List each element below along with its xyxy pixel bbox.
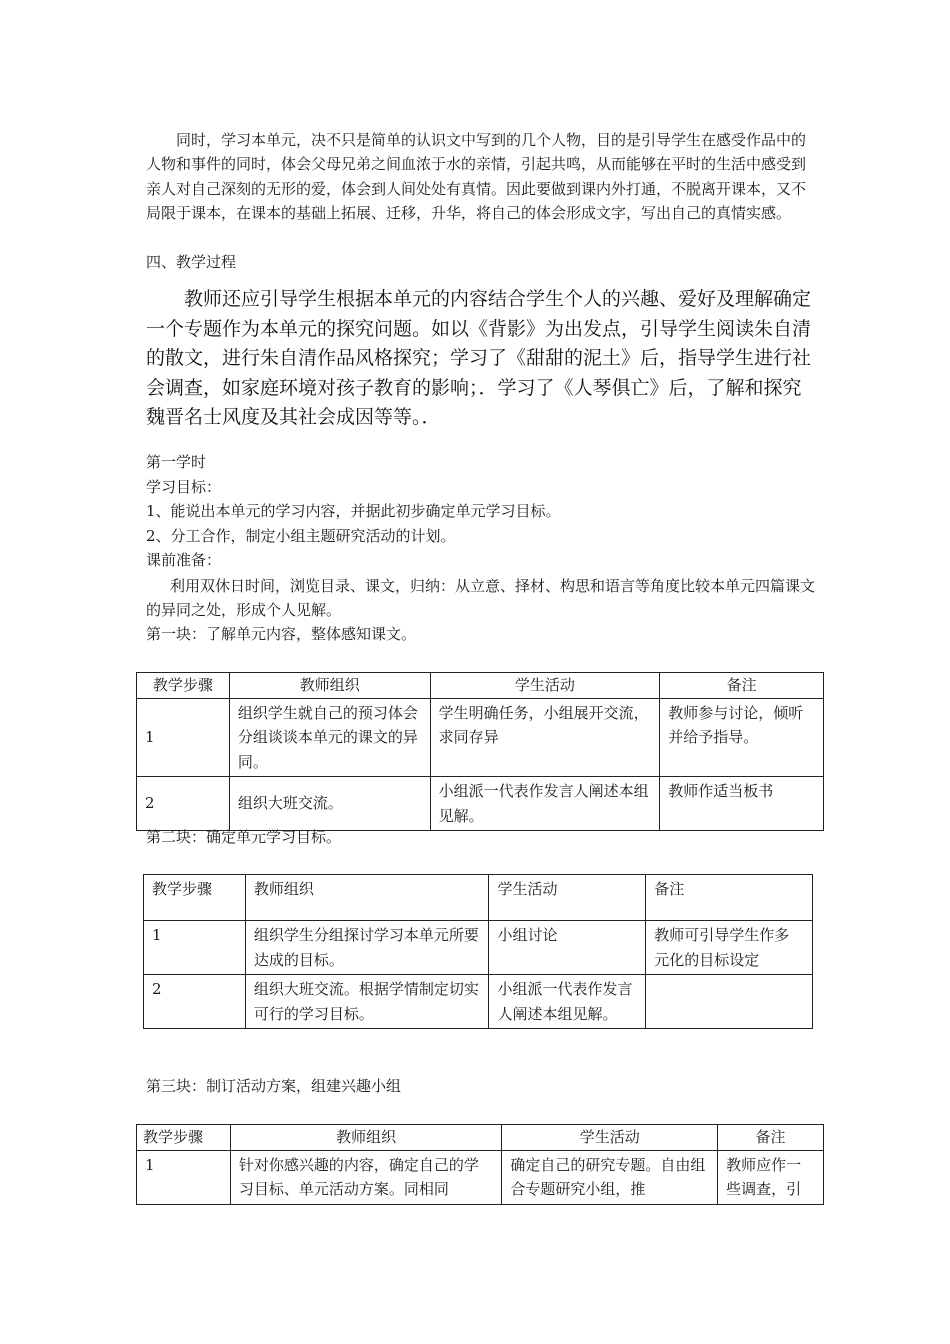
header-teacher: 教师组织 (230, 1125, 502, 1151)
step-cell: 1 (137, 1150, 231, 1204)
teacher-cell: 针对你感兴趣的内容，确定自己的学习目标、单元活动方案。同相同 (230, 1150, 502, 1204)
block3-title: 第三块：制订活动方案，组建兴趣小组 (146, 1077, 402, 1095)
header-step: 教学步骤 (144, 875, 246, 921)
prep-text: 利用双休日时间，浏览目录、课文，归纳：从立意、择材、构思和语言等角度比较本单元四篇课文的异同之处，形成个人见解。 (146, 577, 816, 620)
table-row (137, 698, 824, 777)
step-cell: 2 (144, 975, 246, 1029)
table-row (144, 975, 813, 1029)
student-cell: 小组讨论 (489, 921, 646, 975)
table-header-row (144, 875, 813, 921)
header-note: 备注 (718, 1125, 824, 1151)
exploration-paragraph: 教师还应引导学生根据本单元的内容结合学生个人的兴趣、爱好及理解确定一个专题作为本单元的探究问题。如以《背影》为出发点，引导学生阅读朱自清的散文，进行朱自清作品风格探究；学习了《甜甜的泥土》后，指导学生进行社会调查，如家庭环境对孩子教育的影响；．学习了《人琴俱亡》后，了解和探究魏晋名士风度及其社会成因等等。． (146, 288, 812, 429)
goal-item-1: 1、能说出本单元的学习内容，并据此初步确定单元学习目标。 (146, 502, 561, 520)
header-step: 教学步骤 (137, 1125, 231, 1151)
goals-label: 学习目标： (146, 478, 222, 496)
note-cell: 教师作适当板书 (660, 777, 824, 831)
teacher-cell: 组织大班交流。 (229, 777, 430, 831)
table-header-row (137, 673, 824, 699)
student-cell: 学生明确任务，小组展开交流，求同存异 (430, 698, 660, 777)
header-student: 学生活动 (489, 875, 646, 921)
block1-table (136, 672, 824, 831)
header-student: 学生活动 (430, 673, 660, 699)
student-cell: 小组派一代表作发言人阐述本组见解。 (489, 975, 646, 1029)
teacher-cell: 组织学生就自己的预习体会分组谈谈本单元的课文的异同。 (229, 698, 430, 777)
header-step: 教学步骤 (137, 673, 230, 699)
prep-label: 课前准备： (146, 551, 222, 569)
lesson-title: 第一学时 (146, 453, 207, 471)
student-cell: 小组派一代表作发言人阐述本组见解。 (430, 777, 660, 831)
note-cell: 教师可引导学生作多元化的目标设定 (646, 921, 813, 975)
teacher-cell: 组织大班交流。根据学情制定切实可行的学习目标。 (245, 975, 489, 1029)
table-header-row (137, 1125, 824, 1151)
intro-paragraph: 同时，学习本单元，决不只是简单的认识文中写到的几个人物，目的是引导学生在感受作品中的人物和事件的同时，体会父母兄弟之间血浓于水的亲情，引起共鸣，从而能够在平时的生活中感受到亲人对自己深刻的无形的爱，体会到人间处处有真情。因此要做到课内外打通，不脱离开课本，又不局限于课本，在课本的基础上拓展、迁移，升华，将自己的体会形成文字，写出自己的真情实感。 (146, 131, 807, 222)
step-cell: 1 (137, 698, 230, 777)
header-teacher: 教师组织 (245, 875, 489, 921)
block2-table (143, 874, 813, 1029)
teacher-cell: 组织学生分组探讨学习本单元所要达成的目标。 (245, 921, 489, 975)
table-row (144, 921, 813, 975)
goal-item-2: 2、分工合作，制定小组主题研究活动的计划。 (146, 527, 456, 545)
step-cell: 2 (137, 777, 230, 831)
note-cell: 教师参与讨论，倾听并给予指导。 (660, 698, 824, 777)
table-row (137, 777, 824, 831)
step-cell: 1 (144, 921, 246, 975)
header-note: 备注 (660, 673, 824, 699)
header-teacher: 教师组织 (229, 673, 430, 699)
block1-title: 第一块：了解单元内容，整体感知课文。 (146, 625, 417, 643)
section-heading: 四、教学过程 (146, 253, 237, 271)
header-student: 学生活动 (502, 1125, 718, 1151)
header-note: 备注 (646, 875, 813, 921)
note-cell: 教师应作一些调查，引 (718, 1150, 824, 1204)
block3-table (136, 1124, 824, 1205)
student-cell: 确定自己的研究专题。自由组合专题研究小组，推 (502, 1150, 718, 1204)
block2-title: 第二块：确定单元学习目标。 (146, 828, 342, 846)
table-row (137, 1150, 824, 1204)
note-cell (646, 975, 813, 1029)
